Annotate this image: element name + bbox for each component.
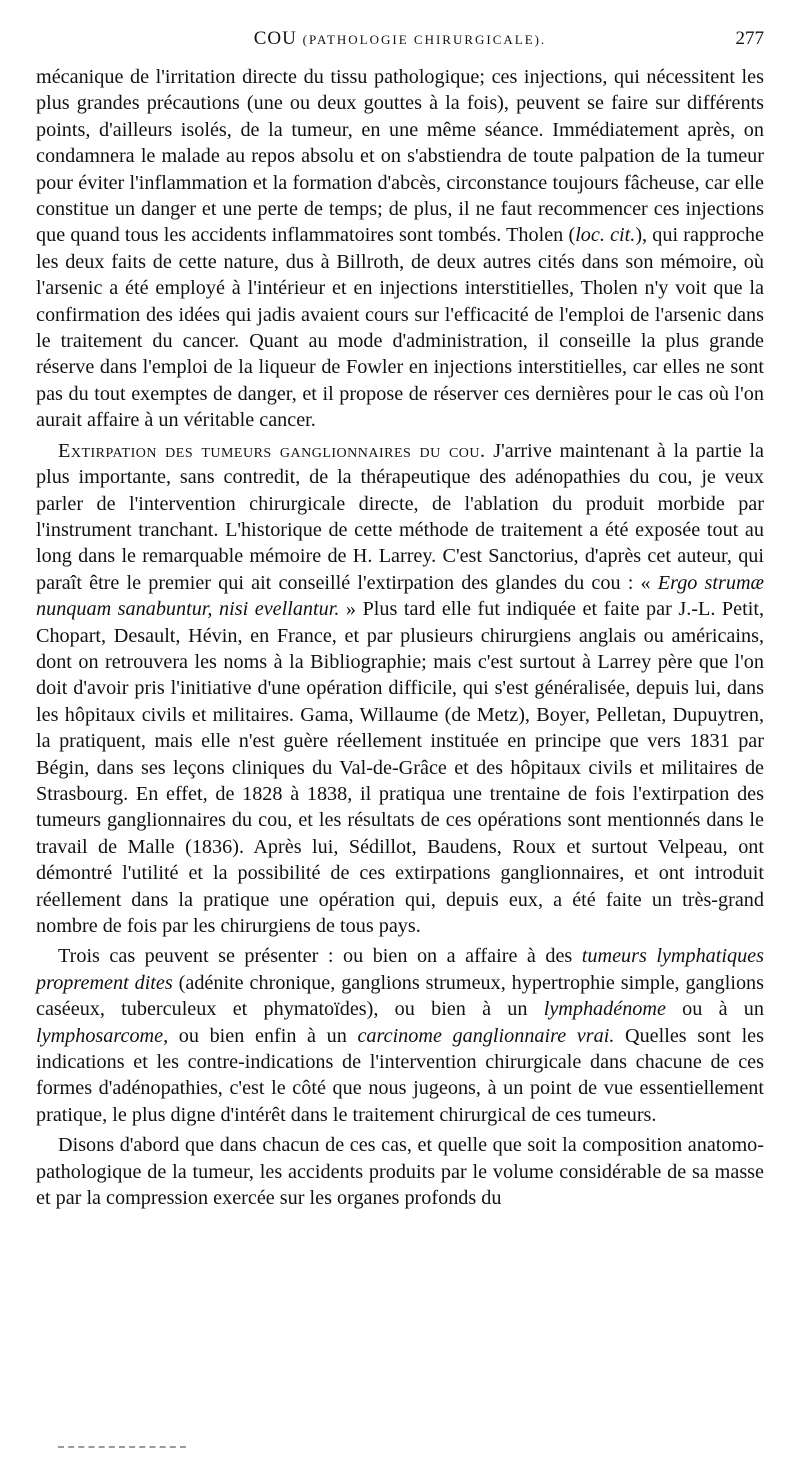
running-title xyxy=(36,28,764,50)
paragraph-4 xyxy=(36,1132,764,1211)
paragraph-2-text-b: » Plus tard elle fut indiquée et faite par J.-L. Petit, Chopart, Desault, Hévin, en France, et par plusieurs chirurgiens anglais ou américains, dont on retrouvera les noms à la Bibliographie; mais c'est surtout à Larrey père que l'on doit d'avoir pris l'initiative d'une opération difficile, qui s'est généralisée, depuis lui, dans les hôpitaux civils et militaires. Gama, Willaume (de Metz), Boyer, Pelletan, Dupuytren, la pratiquent, mais elle n'est guère réellement instituée en principe que vers 1831 par Bégin, dans ses leçons cliniques du Val-de-Grâce et des hôpitaux civils et militaires de Strasbourg. En effet, de 1828 à 1838, il pratiqua une trentaine de fois l'extirpation des tumeurs ganglionnaires du cou, et les résultats de ces opérations sont mentionnés dans le travail de Malle (1836). Après lui, Sédillot, Baudens, Roux et surtout Velpeau, ont démontré l'utilité et la possibilité de ces extirpations ganglionnaires, et ont introduit réellement dans la pratique une opération qui, depuis eux, a été faite un très-grand nombre de fois par les chirurgiens de tous pays. xyxy=(36,598,764,937)
paragraph-3-text-d: ou bien enfin à un xyxy=(168,1024,358,1047)
document-page xyxy=(36,0,764,1483)
paragraph-3-text-a: Trois cas peuvent se présenter : ou bien on a affaire à des xyxy=(58,945,582,968)
footer-rule xyxy=(58,1446,186,1448)
paragraph-2 xyxy=(36,438,764,940)
paragraph-3-text-e: Quelles sont les indications et les contre-indications de l'intervention chirurgicale dans chacune de ces formes d'adénopathies, c'est le côté que nous jugeons, à un point de vue essentiellement pratique, le plus digne d'intérêt dans le traitement chirurgical de ces tumeurs. xyxy=(36,1024,764,1126)
paragraph-1-text-end: ), qui rapproche les deux faits de cette nature, dus à Billroth, de deux autres cités dans son mémoire, où l'arsenic a été employé à l'intérieur et en injections interstitielles, Tholen n'y voit que la confirmation des idées qui jadis avaient cours sur l'efficacité de l'emploi de l'arsenic dans le traitement du cancer. Quant au mode d'administration, il conseille la plus grande réserve dans l'emploi de la liqueur de Fowler en injections interstitielles, car elles ne sont pas du tout exemptes de danger, et il propose de réserver ces dernières pour le cas où l'on aurait affaire à un véritable cancer. xyxy=(36,224,764,432)
citation-loc-cit: loc. cit. xyxy=(575,224,636,247)
page-number: 277 xyxy=(735,28,764,49)
paragraph-2-text-a: J'arrive maintenant à la partie la plus importante, sans contredit, de la thérapeutique des adénopathies du cou, je veux parler de l'intervention chirurgicale directe, de l'ablation du produit morbide par l'instrument tranchant. L'historique de cette méthode de traitement a été exposée tout au long dans le remarquable mémoire de H. Larrey. C'est Sanctorius, d'après cet auteur, qui paraît être le premier qui ait conseillé l'extirpation des glandes du cou : « xyxy=(36,439,764,594)
latin-quotation: Ergo strumæ nunquam sanabuntur, nisi evellantur. xyxy=(36,571,764,621)
running-header xyxy=(36,28,764,58)
section-heading-extirpation: Extirpation des tumeurs ganglionnaires du cou. xyxy=(58,439,486,462)
paragraph-1 xyxy=(36,64,764,434)
paragraph-3-text-b: (adénite chronique, ganglions strumeux, hypertrophie simple, ganglions caséeux, tuberculeux et phymatoïdes), ou bien à un xyxy=(36,971,765,1021)
paragraph-3-text-c: ou à un xyxy=(665,998,764,1021)
term-carcinome: carcinome ganglionnaire vrai. xyxy=(357,1024,615,1047)
running-title-subtitle: (PATHOLOGIE CHIRURGICALE). xyxy=(302,32,547,47)
term-lymphosarcome: lymphosarcome, xyxy=(36,1024,169,1047)
body-text xyxy=(36,64,764,1211)
term-tumeurs-lymphatiques: tumeurs lymphatiques proprement dites xyxy=(36,945,764,994)
term-lymphadenome: lymphadénome xyxy=(543,998,666,1021)
paragraph-3 xyxy=(36,943,764,1128)
paragraph-1-text: mécanique de l'irritation directe du tissu pathologique; ces injections, qui nécessitent les plus grandes précautions (une ou deux gouttes à la fois), peuvent se faire sur différents points, d'ailleurs isolés, de la tumeur, en une même séance. Immédiatement après, on condamnera le malade au repos absolu et on s'abstiendra de toute palpation de la tumeur pour éviter l'inflammation et la formation d'abcès, circonstance toujours fâcheuse, car elle constitue un danger et une perte de temps; de plus, il ne faut recommencer ces injections que quand tous les accidents inflammatoires sont tombés. Tholen ( xyxy=(36,66,764,247)
running-title-word: COU xyxy=(253,28,297,49)
paragraph-4-text: Disons d'abord que dans chacun de ces cas, et quelle que soit la composition anatomo-pathologique de la tumeur, les accidents produits par le volume considérable de sa masse et par la compression exercée sur les organes profonds du xyxy=(36,1134,764,1210)
